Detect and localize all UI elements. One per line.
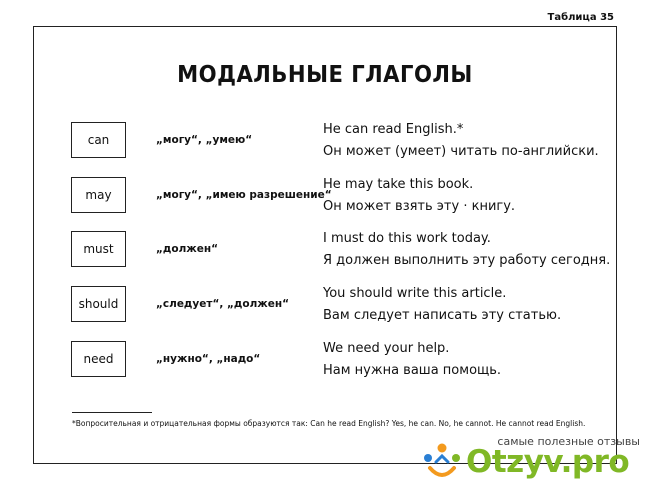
example-english: He may take this book. — [323, 177, 474, 192]
verb-translation: „нужно“, „надо“ — [156, 353, 261, 365]
table-row — [0, 231, 650, 281]
verb-label: can — [87, 133, 110, 147]
verb-label: may — [85, 188, 112, 202]
watermark-brand: Otzyv.pro — [466, 444, 630, 480]
verb-box — [71, 231, 126, 267]
page-title: МОДАЛЬНЫЕ ГЛАГОЛЫ — [177, 62, 473, 88]
verb-label: must — [83, 242, 114, 256]
verb-label: need — [83, 352, 114, 366]
example-english: He can read English.* — [323, 122, 464, 137]
example-russian: Я должен выполнить эту работу сегодня. — [323, 253, 611, 268]
verb-translation: „должен“ — [156, 243, 219, 255]
verb-translation: „могу“, „имею разрешение“ — [156, 189, 332, 201]
example-russian: Он может взять эту · книгу. — [323, 199, 516, 214]
example-russian: Он может (умеет) читать по-английски. — [323, 144, 599, 159]
watermark — [418, 432, 646, 484]
table-row — [0, 122, 650, 172]
verb-translation: „следует“, „должен“ — [156, 298, 290, 310]
footnote: *Вопросительная и отрицательная формы образуются так: Can he read English? Yes, he can. No, he cannot. He cannot read English. — [72, 419, 586, 428]
example-english: You should write this article. — [323, 286, 507, 301]
table-number: Таблица 35 — [547, 12, 614, 23]
footnote-divider — [72, 412, 152, 413]
verb-box — [71, 286, 126, 322]
table-row — [0, 341, 650, 391]
example-english: I must do this work today. — [323, 231, 491, 246]
table-row — [0, 177, 650, 227]
watermark-tagline: самые полезные отзывы — [497, 435, 640, 448]
example-russian: Вам следует написать эту статью. — [323, 308, 562, 323]
verb-box — [71, 122, 126, 158]
table-row — [0, 286, 650, 336]
verb-label: should — [78, 297, 119, 311]
example-english: We need your help. — [323, 341, 450, 356]
verb-box — [71, 341, 126, 377]
otzyv-logo-icon — [422, 442, 462, 482]
verb-box — [71, 177, 126, 213]
example-russian: Нам нужна ваша помощь. — [323, 363, 502, 378]
verb-translation: „могу“, „умею“ — [156, 134, 253, 146]
